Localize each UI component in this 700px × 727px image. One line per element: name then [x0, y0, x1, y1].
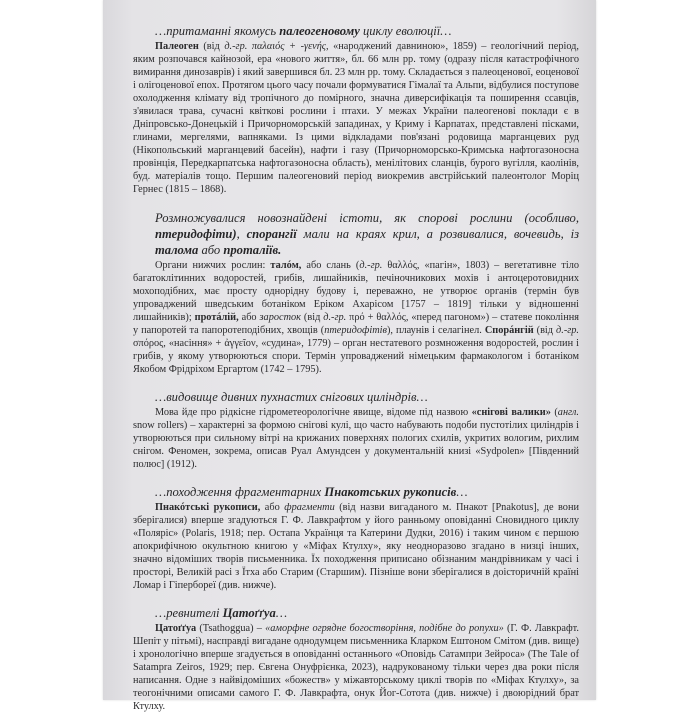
- section-heading: [133, 485, 579, 500]
- section-paleogene: [133, 24, 579, 196]
- section-body: [133, 40, 579, 196]
- heading-emphasis: проталіїв.: [223, 243, 282, 257]
- heading-text: ,: [236, 227, 247, 241]
- section-tsathoggua: [133, 606, 579, 713]
- heading-emphasis: Пнакотських рукописів: [324, 485, 457, 499]
- section-body: [133, 406, 579, 471]
- body-text: Органи нижчих рослин:: [155, 260, 271, 271]
- body-text: πρό + θαλλός, «перед пагоном») – статеве покоління у папоротей та папоротеподібних, хвощів (: [133, 312, 579, 336]
- term: «снігові валики»: [471, 407, 551, 418]
- quotation: «аморфне огрядне богостворіння, подібне до ропухи»: [265, 623, 504, 634]
- section-pnakotic: [133, 485, 579, 592]
- alt-term: заросток: [259, 312, 301, 323]
- term: Цатоґґуа: [155, 623, 197, 634]
- heading-text: …походження фрагментарних: [155, 485, 325, 499]
- etymology: д.-гр.: [556, 325, 579, 336]
- term: Пнакóтські рукописи,: [155, 502, 261, 513]
- heading-text: циклу еволюції…: [359, 24, 452, 38]
- body-text: «народжений давниною», 1859) – геологічний період, яким розпочався кайнозой, ера «нового життя», бл. 66 млн рр. тому (одразу після катастрофічного вимирання динозаврів) і який завершився бл. 23 млн рр. тому. Складається з палеоценової, еоценової і олігоценової епох. Протягом цього часу почали формуватися Гімалаї та Альпи, відбулися поступове охолодження клімату від тропічного до помірного, значна диверсифікація та поширення ссавців, з'явилася трава, сучасні квіткові рослини і птахи. У межах України палеогенові поклади є в Дніпровсько-Донецькій і Причорноморській западинах, у Криму і Карпатах, представлені пісками, глинами, мергелями, вапняками. Із цими відкладами пов'язані родовища марганцевих руд (Нікопольський марганцевий басейн), нафти і газу (Причорноморсько-Кримська нафтогазоносна провінція, Передкарпатська нафтогазоносна область), менілітових сланців, бурого вугілля, каолінів, буд. матеріалів тощо. Першим палеогеновий період виокремив австрійський палеонтолог Моріц Гернес (1815 – 1868).: [133, 41, 579, 195]
- heading-emphasis: талома: [155, 243, 199, 257]
- heading-emphasis: Цатоґґуа: [222, 606, 276, 620]
- heading-emphasis: спорангії: [246, 227, 297, 241]
- heading-text: …: [456, 485, 468, 499]
- body-text: σπόρος, «насіння» + ἀγγεῖον, «судина», 1779) – орган нестатевого розмноження водоростей, рослин і грибів, у якому утворюються спори. Термін упроваджений німецьким фармакологом і ботаніком Якобом Фрідріхом Ергартом (1742 – 1795).: [133, 338, 579, 375]
- body-text: (від: [198, 41, 225, 52]
- heading-text: або: [198, 243, 224, 257]
- body-text: snow rollers) – характерні за формою снігові кулі, що часто набувають подоби пустотілих циліндрів і утворюються при сильному вітрі на крижаних поверхнях пологих схилів, укритих вологим, рихлим снігом. Феномен, зокрема, описав Руал Амундсен у документальній книзі «Sydpolen» [Південний полюс] (1912).: [133, 420, 579, 470]
- section-heading: [133, 606, 579, 621]
- etymology: д.-гр.: [323, 312, 347, 323]
- section-heading: …видовище дивних пухнастих снігових циліндрів…: [155, 390, 428, 404]
- alt-term: фрагменти: [284, 502, 335, 513]
- body-text: або: [238, 312, 260, 323]
- term: протáлій,: [194, 312, 239, 323]
- section-heading: [133, 24, 579, 39]
- section-body: [133, 501, 579, 592]
- alt-term: птеридофітів: [324, 325, 387, 336]
- etymology: д.-гр. παλαιός + -γενής,: [224, 41, 329, 52]
- term: талóм,: [270, 260, 302, 271]
- scanned-page: [103, 0, 596, 712]
- page-content: [133, 24, 579, 727]
- body-text: Мова йде про рідкісне гідрометеорологічне явище, відоме під назвою: [155, 407, 472, 418]
- heading-emphasis: птеридофіти): [155, 227, 237, 241]
- body-text: ), плаунів і селагінел.: [386, 325, 485, 336]
- heading-text: мали на краях крил, а розвивалися, вочевидь, із: [296, 227, 579, 241]
- etymology: д.-гр.: [359, 260, 383, 271]
- heading-text: …ревнителі: [155, 606, 223, 620]
- section-heading: [133, 210, 579, 258]
- heading-text: Розмножувалися новознайдені істоти, як спорові рослини (особливо,: [155, 211, 579, 225]
- section-body: [133, 622, 579, 713]
- section-thallus: [133, 210, 579, 376]
- body-text: (: [550, 407, 558, 418]
- heading-emphasis: палеогеновому: [279, 24, 360, 38]
- body-text: (від: [300, 312, 324, 323]
- language-label: англ.: [557, 407, 579, 418]
- body-text: (від: [533, 325, 557, 336]
- body-text: або слань (: [301, 260, 360, 271]
- heading-text: …притаманні якомусь: [155, 24, 280, 38]
- body-text: θαλλός, «пагін», 1803) – вегетативне тіло багатоклітинних водоростей, грибів, лишайників, печіночникових мохів і антоцеротовидних мохоподібних, має просту однорідну будову і, переважно, не утворює органів (термін був упроваджений шведським ботаніком Еріком Ахарісом [1757 – 1819] тільки у відношенні лишайників);: [133, 260, 579, 323]
- body-text: (Tsathoggua) –: [196, 623, 266, 634]
- heading-text: …: [275, 606, 288, 620]
- body-text: (Г. Ф. Лавкрафт. Шепіт у пітьмі), насправді вигадане однодумцем письменника Кларком Ештоном Смітом (див. вище) і хронологічно вперше згадується в оповіданні останнього «Оповідь Сатампри Зейроса» (The Tale of Satampra Zeiros, 1929; пер. Євгена Онуфрієнка, 2023), надрукованому тільки через два роки після написання. Одне з найвідоміших «божеств» у міжавторському циклі творів по «Міфах Ктулху», за теогонічними описами самого Г. Ф. Лавкрафта, онук Йог-Сотота (див. нижче) і двоюрідний брат Ктулху.: [133, 623, 579, 712]
- body-text: (від назви вигаданого м. Пнакот [Pnakotus], де вони зберігалися) вперше згадуються Г. Ф. Лавкрафтом у його ранньому оповіданні Сновидного циклу «Поляріс» (Polaris, 1918; пер. Остапа Українця та Катерини Дудки, 2016) і таким чином є першою апокрифічною окультною книгою у «Міфах Ктулху», яку неодноразово згадано в низці інших, значно відоміших творів письменника. Їх походження приписано обізнаним мандрівникам у часі і просторі, Великій расі з Їтха або Старим (Старшим). Пізніше вони зберігалися в доісторичній країні Ломар і Гіпербореї (див. нижче).: [133, 502, 579, 591]
- term: Палеоген: [155, 41, 199, 52]
- body-text: або: [260, 502, 285, 513]
- term: Спорáнгій: [484, 325, 534, 336]
- section-body: [133, 259, 579, 376]
- section-snow-rollers: [133, 390, 579, 471]
